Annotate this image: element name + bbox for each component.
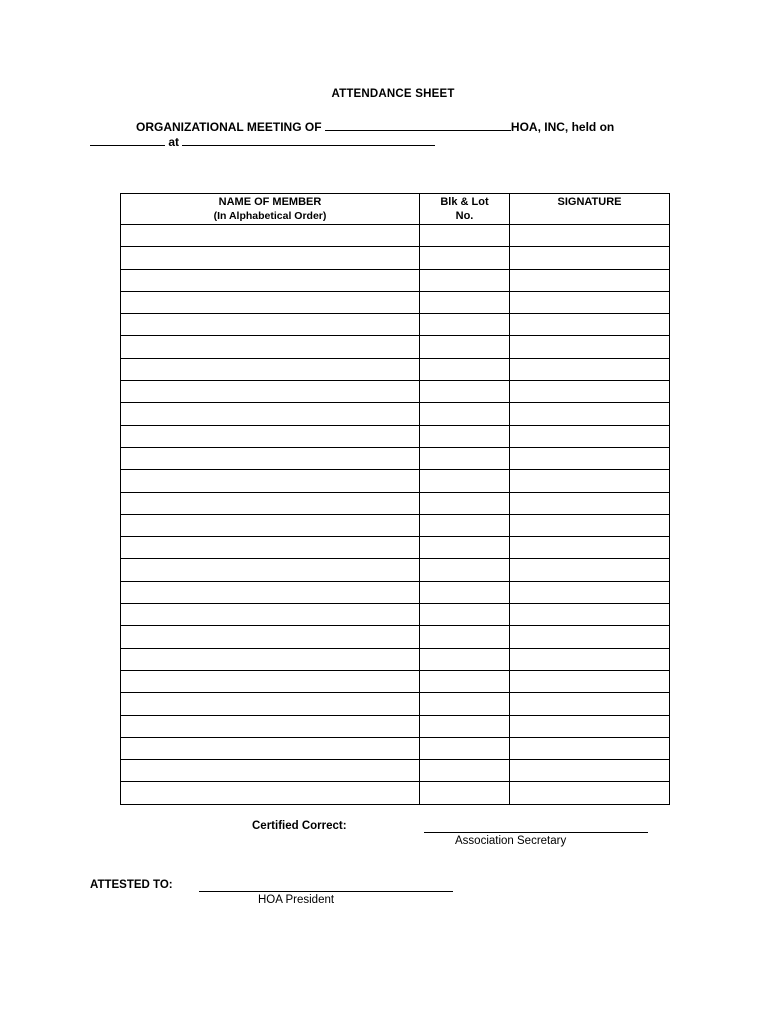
signature-cell <box>510 403 670 425</box>
table-row <box>121 225 670 247</box>
name-cell <box>121 291 420 313</box>
signature-cell <box>510 492 670 514</box>
blk-lot-cell <box>420 225 510 247</box>
blk-lot-cell <box>420 537 510 559</box>
sheet-title: ATTENDANCE SHEET <box>331 88 455 100</box>
name-cell <box>121 358 420 380</box>
name-cell <box>121 225 420 247</box>
blk-lot-cell <box>420 604 510 626</box>
name-cell <box>121 425 420 447</box>
blk-lot-cell <box>420 247 510 269</box>
table-row <box>121 358 670 380</box>
name-cell <box>121 581 420 603</box>
name-cell <box>121 604 420 626</box>
name-cell <box>121 559 420 581</box>
blk-lot-cell <box>420 336 510 358</box>
signature-cell <box>510 269 670 291</box>
name-cell <box>121 670 420 692</box>
header-name-label: NAME OF MEMBER <box>218 196 322 208</box>
certified-correct-label: Certified Correct: <box>252 820 347 832</box>
signature-cell <box>510 559 670 581</box>
table-row <box>121 760 670 782</box>
header-name-sublabel: (In Alphabetical Order) <box>213 210 327 222</box>
secretary-signature-line <box>424 832 648 833</box>
signature-cell <box>510 314 670 336</box>
name-cell <box>121 537 420 559</box>
name-cell <box>121 336 420 358</box>
blk-lot-cell <box>420 737 510 759</box>
table-row <box>121 269 670 291</box>
table-row <box>121 648 670 670</box>
blk-lot-cell <box>420 447 510 469</box>
name-cell <box>121 782 420 804</box>
blk-lot-cell <box>420 269 510 291</box>
blk-lot-cell <box>420 514 510 536</box>
signature-cell <box>510 737 670 759</box>
name-cell <box>121 492 420 514</box>
name-cell <box>121 648 420 670</box>
signature-cell <box>510 760 670 782</box>
table-row <box>121 336 670 358</box>
blk-lot-cell <box>420 693 510 715</box>
attendance-table <box>120 193 670 805</box>
name-cell <box>121 760 420 782</box>
signature-cell <box>510 425 670 447</box>
table-row <box>121 291 670 313</box>
name-cell <box>121 403 420 425</box>
table-row <box>121 604 670 626</box>
name-cell <box>121 715 420 737</box>
blk-lot-cell <box>420 425 510 447</box>
table-row <box>121 447 670 469</box>
table-row <box>121 715 670 737</box>
signature-cell <box>510 670 670 692</box>
signature-cell <box>510 693 670 715</box>
signature-cell <box>510 537 670 559</box>
signature-cell <box>510 626 670 648</box>
name-cell <box>121 269 420 291</box>
blk-lot-cell <box>420 559 510 581</box>
table-row <box>121 670 670 692</box>
venue-blank <box>182 133 435 146</box>
blk-lot-cell <box>420 648 510 670</box>
meeting-suffix: HOA, INC, held on <box>510 120 615 134</box>
signature-cell <box>510 604 670 626</box>
table-row <box>121 737 670 759</box>
meeting-prefix: ORGANIZATIONAL MEETING OF <box>136 120 322 134</box>
name-cell <box>121 514 420 536</box>
attested-to-label: ATTESTED TO: <box>90 879 173 891</box>
signature-cell <box>510 470 670 492</box>
blk-lot-cell <box>420 715 510 737</box>
blk-lot-cell <box>420 782 510 804</box>
table-row <box>121 514 670 536</box>
name-cell <box>121 737 420 759</box>
president-signature-line <box>199 891 453 892</box>
signature-cell <box>510 782 670 804</box>
signature-cell <box>510 715 670 737</box>
name-cell <box>121 381 420 403</box>
blk-lot-cell <box>420 581 510 603</box>
header-blk-lot-line2: No. <box>455 210 474 222</box>
signature-cell <box>510 447 670 469</box>
signature-cell <box>510 291 670 313</box>
table-row <box>121 470 670 492</box>
signature-cell <box>510 336 670 358</box>
blk-lot-cell <box>420 291 510 313</box>
table-row <box>121 247 670 269</box>
table-row <box>121 425 670 447</box>
table-row <box>121 693 670 715</box>
header-blk-lot <box>420 194 510 225</box>
table-row <box>121 559 670 581</box>
name-cell <box>121 626 420 648</box>
hoa-name-blank <box>325 118 511 131</box>
table-row <box>121 626 670 648</box>
signature-cell <box>510 247 670 269</box>
signature-cell <box>510 225 670 247</box>
table-row <box>121 403 670 425</box>
meeting-line-2 <box>90 133 435 149</box>
header-blk-lot-line1: Blk & Lot <box>440 196 489 208</box>
table-row <box>121 581 670 603</box>
signature-cell <box>510 514 670 536</box>
signature-cell <box>510 581 670 603</box>
table-body <box>121 225 670 805</box>
blk-lot-cell <box>420 358 510 380</box>
name-cell <box>121 447 420 469</box>
name-cell <box>121 693 420 715</box>
header-name-of-member <box>121 194 420 225</box>
meeting-line <box>136 118 614 134</box>
name-cell <box>121 247 420 269</box>
meeting-at: at <box>168 135 180 149</box>
blk-lot-cell <box>420 492 510 514</box>
table-row <box>121 492 670 514</box>
blk-lot-cell <box>420 626 510 648</box>
table-row <box>121 314 670 336</box>
blk-lot-cell <box>420 403 510 425</box>
blk-lot-cell <box>420 470 510 492</box>
president-label: HOA President <box>258 894 335 906</box>
table-header-row <box>121 194 670 225</box>
blk-lot-cell <box>420 670 510 692</box>
blk-lot-cell <box>420 381 510 403</box>
signature-cell <box>510 381 670 403</box>
table-row <box>121 537 670 559</box>
name-cell <box>121 314 420 336</box>
signature-cell <box>510 648 670 670</box>
blk-lot-cell <box>420 760 510 782</box>
date-blank <box>90 133 165 146</box>
signature-cell <box>510 358 670 380</box>
secretary-label: Association Secretary <box>455 835 567 847</box>
name-cell <box>121 470 420 492</box>
table-row <box>121 381 670 403</box>
table-row <box>121 782 670 804</box>
header-signature: SIGNATURE <box>510 194 670 225</box>
blk-lot-cell <box>420 314 510 336</box>
